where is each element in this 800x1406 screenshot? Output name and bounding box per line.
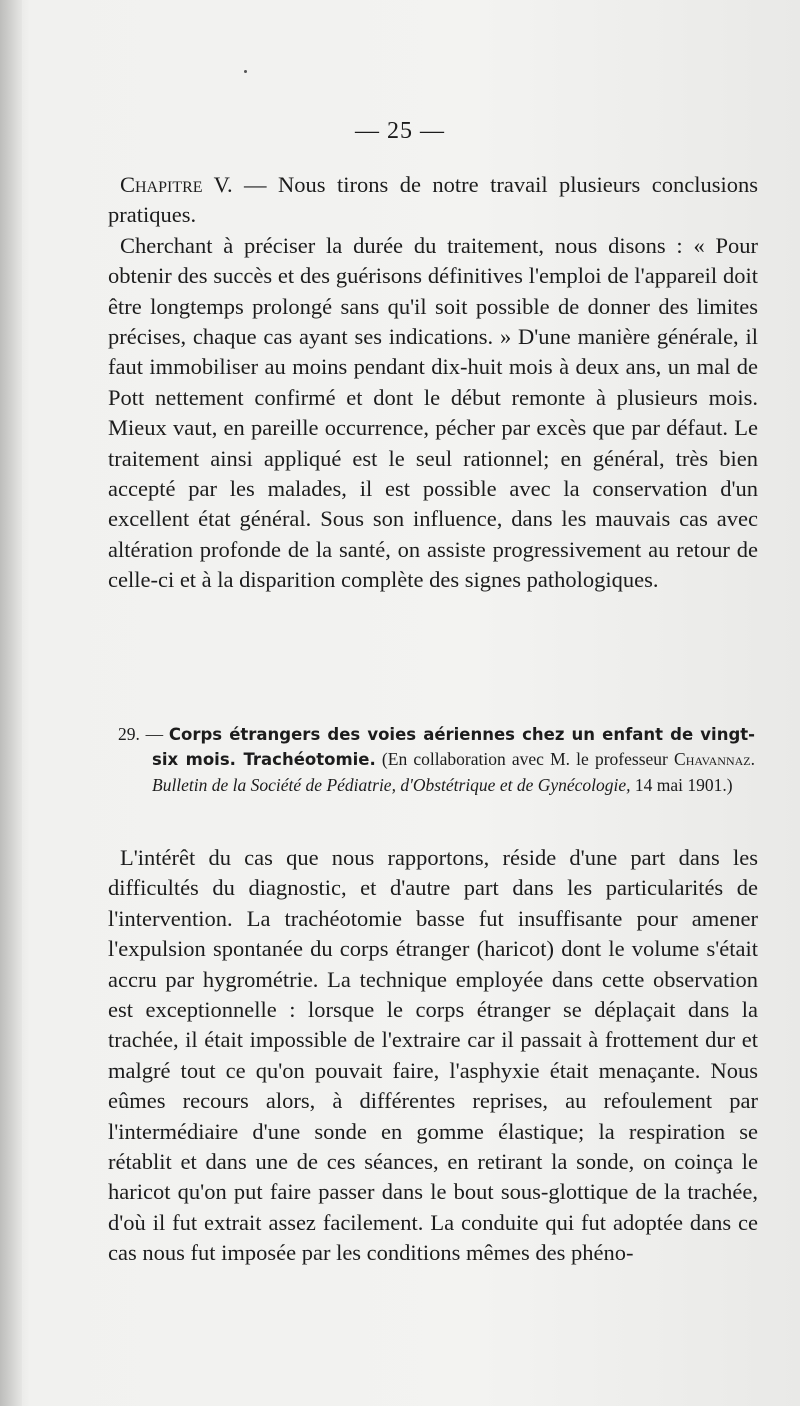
entry-date: 14 mai 1901.) — [630, 774, 733, 795]
entry-journal: Bulletin de la Société de Pédiatrie, d'Obstétrique et de Gynécologie, — [152, 774, 631, 795]
page-gutter-shadow — [0, 0, 22, 1406]
bibliography-entry — [118, 722, 755, 797]
entry-author: Chavannaz — [674, 749, 751, 770]
entry-title: Corps étrangers des voies aériennes chez un enfant de vingt-six mois. Trachéotomie. — [152, 725, 755, 770]
entry-collaboration: (En collaboration avec M. le professeur — [375, 749, 675, 770]
paragraph-chapter-conclusion — [108, 170, 758, 231]
bibliography-entry-text — [118, 722, 755, 797]
ink-speck — [244, 70, 247, 73]
paragraph-text: — Nous tirons de notre travail plusieurs conclusions pratiques. — [108, 172, 758, 228]
page-number: — 25 — — [355, 118, 445, 144]
entry-number: 29. — — [118, 724, 169, 744]
entry-separator: . — [750, 749, 755, 770]
paragraph-case-report: L'intérêt du cas que nous rapportons, réside d'une part dans les difficultés du diagnostic, et d'autre part dans les particularités de l'intervention. La trachéotomie basse fut insuffisante pour amener l'expulsion spontanée du corps étranger (haricot) dont le volume s'était accru par hygrométrie. La technique employée dans cette observation est exceptionnelle : lorsque le corps étranger se déplaçait dans la trachée, il était impossible de l'extraire car il passait à frottement dur et malgré tout ce qu'on pouvait faire, l'asphyxie était menaçante. Nous eûmes recours alors, à différentes reprises, au refoulement par l'intermédiaire d'une sonde en gomme élastique; la respiration se rétablit et dans une de ces séances, en retirant la sonde, on coinça le haricot qu'on put faire passer dans le bout sous-glottique de la trachée, d'où il fut extrait assez facilement. La conduite qui fut adoptée dans ce cas nous fut imposée par les conditions mêmes des phéno- — [108, 845, 758, 1266]
chapter-reference: Chapitre V. — [120, 172, 233, 197]
paragraph-treatment-duration: Cherchant à préciser la durée du traitement, nous disons : « Pour obtenir des succès et des guérisons définitives l'emploi de l'appareil doit être longtemps prolongé sans qu'il soit possible de donner des limites précises, chaque cas ayant ses indications. » D'une manière générale, il faut immobiliser au moins pendant dix-huit mois à deux ans, un mal de Pott nettement confirmé et dont le début remonte à plusieurs mois. Mieux vaut, en pareille occurrence, pécher par excès que par défaut. Le traitement ainsi appliqué est le seul rationnel; en général, très bien accepté par les malades, il est possible avec la conservation d'un excellent état général. Sous son influence, dans les mauvais cas avec altération profonde de la santé, on assiste progressivement au retour de celle-ci et à la disparition complète des signes pathologiques. — [108, 232, 758, 593]
text-block-top — [108, 170, 758, 596]
text-block-bottom — [108, 843, 758, 1269]
